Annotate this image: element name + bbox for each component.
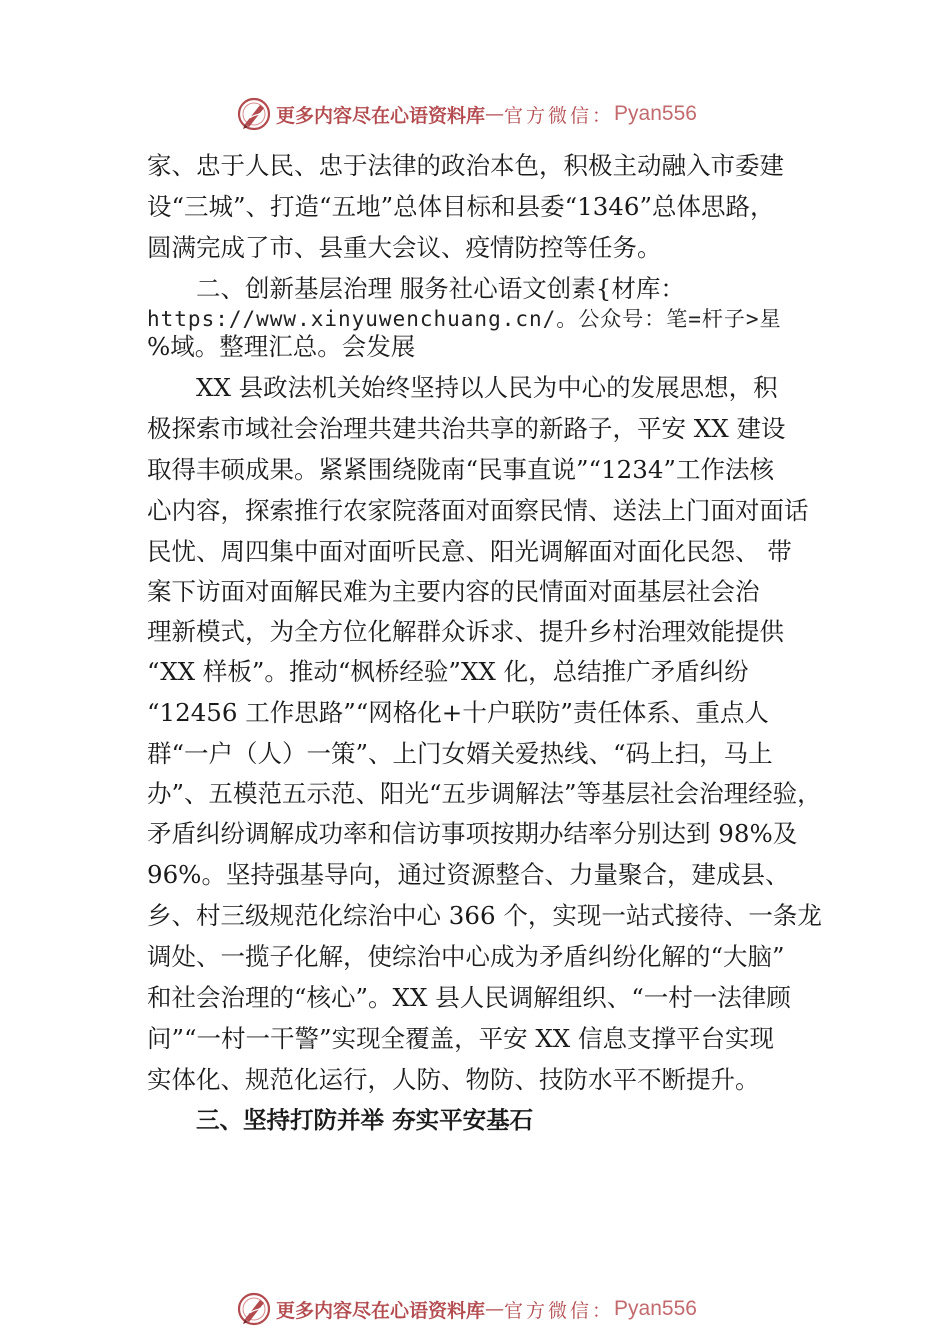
watermark-wechat-id: Pyan556 bbox=[614, 1297, 697, 1320]
watermark-text: 更多内容尽在心语资料库 bbox=[276, 104, 486, 127]
body-line: 实体化、规范化运行，人防、物防、技防水平不断提升。 bbox=[147, 1065, 760, 1094]
pen-logo-icon bbox=[236, 1291, 272, 1327]
header-watermark bbox=[236, 95, 736, 133]
pen-logo-icon bbox=[236, 96, 272, 132]
section-heading-3: 三、坚持打防并举 夯实平安基石 bbox=[196, 1106, 534, 1134]
body-line: %域。整理汇总。会发展 bbox=[147, 332, 416, 361]
body-line: 取得丰硕成果。紧紧围绕陇南“民事直说”“1234”工作法核 bbox=[147, 455, 774, 484]
watermark-dash: — bbox=[485, 103, 505, 125]
body-line: 圆满完成了市、县重大会议、疫情防控等任务。 bbox=[147, 233, 662, 262]
body-line: 调处、一揽子化解，使综治中心成为矛盾纠纷化解的“大脑” bbox=[147, 942, 785, 971]
body-line: “12456 工作思路”“网格化+十户联防”责任体系、重点人 bbox=[147, 698, 769, 727]
body-line: 96%。坚持强基导向，通过资源整合、力量聚合，建成县、 bbox=[147, 860, 790, 889]
body-line: 案下访面对面解民难为主要内容的民情面对面基层社会治 bbox=[147, 577, 760, 606]
body-line: 心内容，探索推行农家院落面对面察民情、送法上门面对面话 bbox=[147, 496, 809, 525]
body-line: 矛盾纠纷调解成功率和信访事项按期办结率分别达到 98%及 bbox=[147, 819, 798, 848]
body-line: 理新模式，为全方位化解群众诉求、提升乡村治理效能提供 bbox=[147, 617, 784, 646]
body-line: 办”、五模范五示范、阳光“五步调解法”等基层社会治理经验， bbox=[147, 779, 822, 808]
body-line: 民忧、周四集中面对面听民意、阳光调解面对面化民怨、 带 bbox=[147, 537, 792, 566]
paragraph-start: XX 县政法机关始终坚持以人民为中心的发展思想，积 bbox=[196, 373, 778, 402]
footer-watermark bbox=[236, 1290, 736, 1328]
body-line: 群“一户（人）一策”、上门女婿关爱热线、“码上扫，马上 bbox=[147, 739, 773, 768]
body-line: “XX 样板”。推动“枫桥经验”XX 化，总结推广矛盾纠纷 bbox=[147, 657, 749, 686]
body-line: 和社会治理的“核心”。XX 县人民调解组织、“一村一法律顾 bbox=[147, 983, 791, 1012]
watermark-wechat-id: Pyan556 bbox=[614, 102, 697, 125]
body-line: 设“三城”、打造“五地”总体目标和县委“1346”总体思路， bbox=[147, 192, 775, 221]
watermark-text: 更多内容尽在心语资料库 bbox=[276, 1299, 486, 1322]
body-line: 乡、村三级规范化综治中心 366 个，实现一站式接待、一条龙 bbox=[147, 901, 822, 930]
body-line: 极探索市域社会治理共建共治共享的新路子，平安 XX 建设 bbox=[147, 414, 786, 443]
watermark-label: 官方微信： bbox=[504, 1299, 615, 1322]
body-line: 问”“一村一干警”实现全覆盖，平安 XX 信息支撑平台实现 bbox=[147, 1024, 775, 1053]
source-url-line: https://www.xinyuwenchuang.cn/。公众号：笔=杆子>星 bbox=[147, 307, 782, 331]
body-line: 家、忠于人民、忠于法律的政治本色，积极主动融入市委建 bbox=[147, 151, 784, 180]
watermark-label: 官方微信： bbox=[504, 104, 615, 127]
section-heading-2: 二、创新基层治理 服务社心语文创素{材库： bbox=[196, 274, 685, 303]
watermark-dash: — bbox=[485, 1298, 505, 1320]
